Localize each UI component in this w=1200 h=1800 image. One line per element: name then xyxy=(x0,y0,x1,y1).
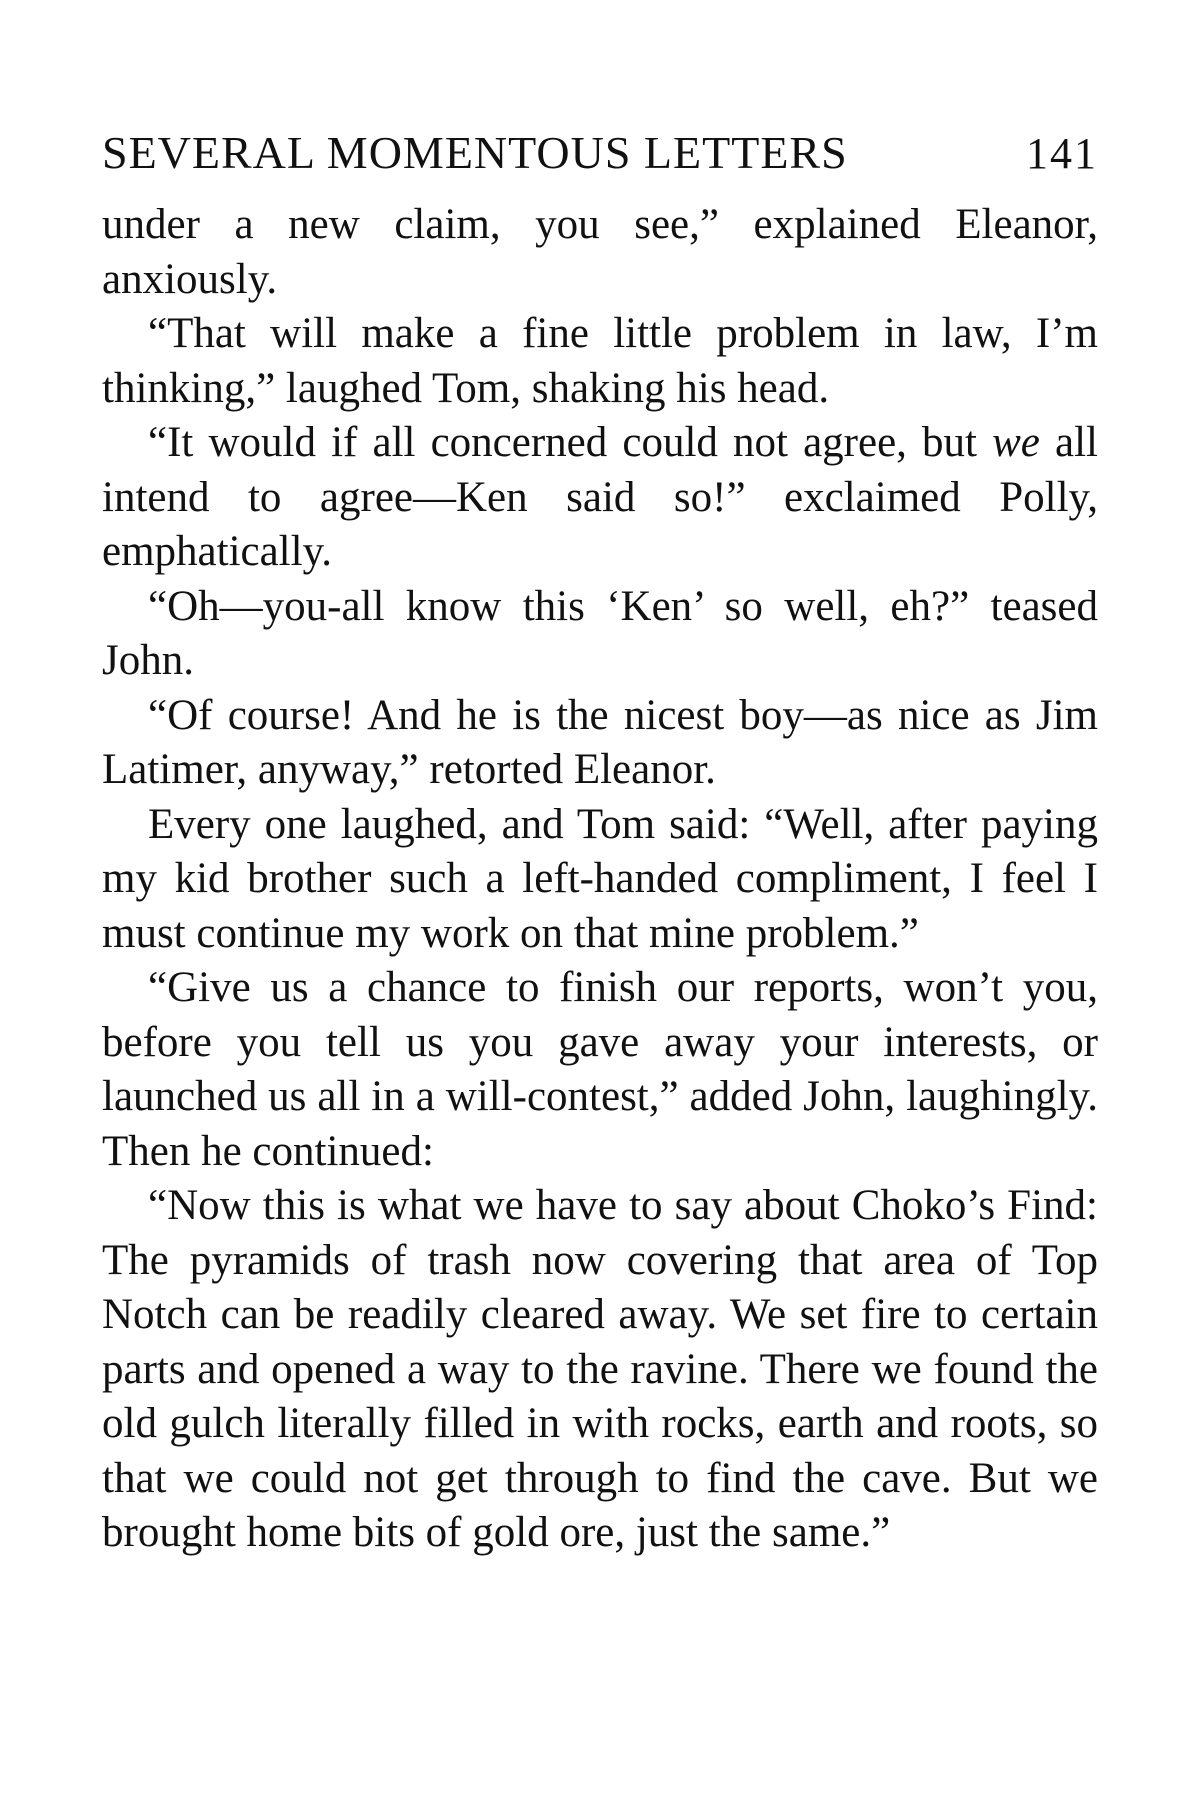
paragraph-continued: under a new claim, you see,” explained Eleanor, anxiously. xyxy=(102,201,1098,303)
running-head xyxy=(102,118,1098,188)
emphasized-word: we xyxy=(992,419,1040,466)
paragraph: “That will make a fine little problem in law, I’m thinking,” laughed Tom, shaking his head. xyxy=(102,310,1098,412)
paragraph: “Of course! And he is the nicest boy—as nice as Jim Latimer, anyway,” retorted Eleanor. xyxy=(102,691,1098,793)
paragraph: “Oh—you-all know this ‘Ken’ so well, eh?” teased John. xyxy=(102,582,1098,684)
paragraph: Every one laughed, and Tom said: “Well, after paying my kid brother such a left-handed compliment, I feel I must continue my work on that mine problem.” xyxy=(102,800,1098,957)
page-number: 141 xyxy=(1026,129,1098,178)
paragraph: “Give us a chance to finish our reports, won’t you, before you tell us you gave away your interests, or launched us all in a will-contest,” added John, laughingly. Then he continued: xyxy=(102,964,1098,1175)
paragraph xyxy=(102,416,1098,580)
running-title: SEVERAL MOMENTOUS LETTERS xyxy=(102,127,848,178)
paragraph: “Now this is what we have to say about Choko’s Find: The pyramids of trash now covering that area of Top Notch can be readily cleared away. We set fire to certain parts and opened a way to the ravine. There we found the old gulch literally filled in with rocks, earth and roots, so that we could not get through to find the cave. But we brought home bits of gold ore, just the same.” xyxy=(102,1182,1098,1556)
paragraph-text: “It would if all concerned could not agree, but xyxy=(148,419,993,466)
body-text xyxy=(102,198,1098,1561)
paragraph-text: all intend to agree—Ken said so!” exclaimed Polly, emphatically. xyxy=(102,419,1098,575)
book-page xyxy=(102,118,1098,1561)
